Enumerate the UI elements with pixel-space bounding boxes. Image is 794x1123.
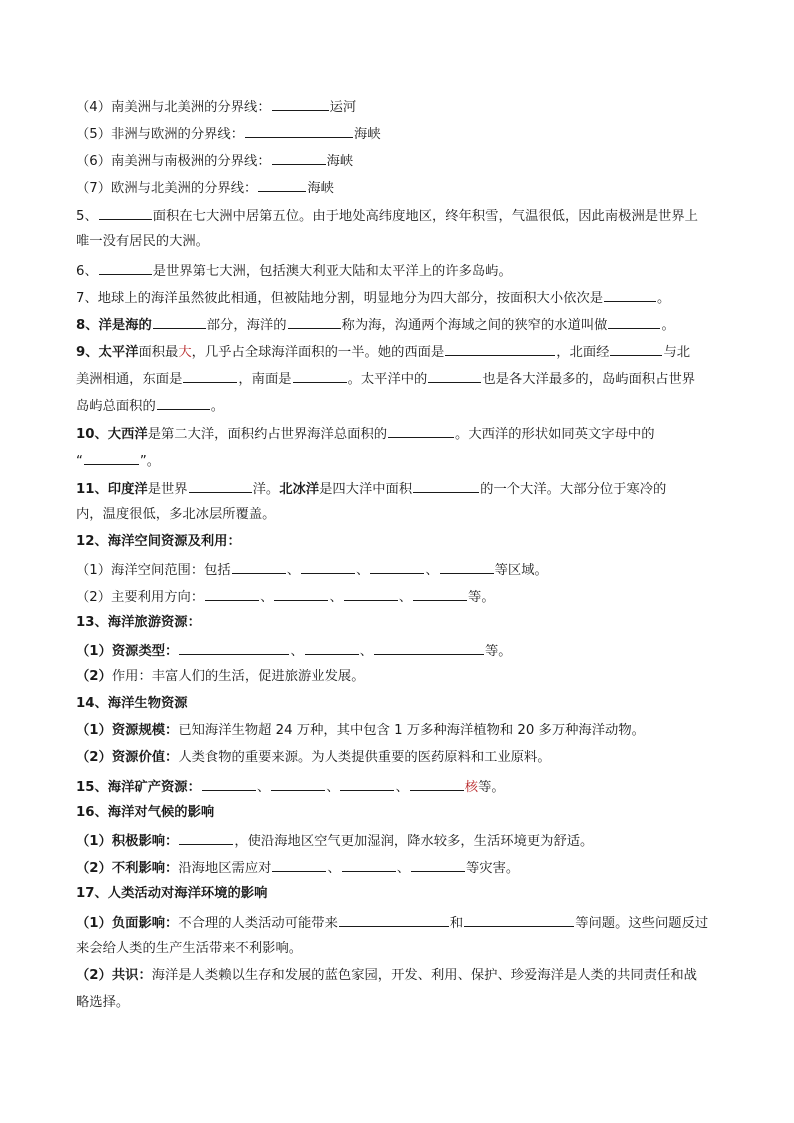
worksheet-line bbox=[76, 966, 697, 986]
worksheet-line bbox=[76, 232, 209, 252]
question-text: 等灾害。 bbox=[466, 861, 520, 876]
question-text: 来会给人类的生产生活带来不利影响。 bbox=[76, 941, 303, 956]
question-text: （4）南美洲与北美洲的分界线： bbox=[76, 100, 271, 115]
question-text: 、 bbox=[326, 780, 340, 795]
question-text: 美洲相通，东面是 bbox=[76, 372, 183, 387]
question-heading-text: （2）共识： bbox=[76, 968, 152, 983]
question-text: 岛屿总面积的 bbox=[76, 399, 156, 414]
worksheet-line bbox=[76, 123, 381, 143]
worksheet-line bbox=[76, 857, 519, 877]
answer-blank bbox=[445, 341, 555, 356]
question-text: 。大西洋的形状如同英文字母中的 bbox=[455, 427, 655, 442]
worksheet-line bbox=[76, 341, 690, 361]
worksheet-line bbox=[76, 803, 214, 823]
question-text: 面积在七大洲中居第五位。由于地处高纬度地区，终年积雪，气温很低，因此南极洲是世界上 bbox=[152, 209, 698, 224]
question-heading-text: （1）负面影响： bbox=[76, 916, 179, 931]
worksheet-line bbox=[76, 260, 512, 280]
question-text: 是世界第七大洲，包括澳大利亚大陆和太平洋上的许多岛屿。 bbox=[152, 264, 512, 279]
answer-blank bbox=[413, 478, 479, 493]
worksheet-line bbox=[76, 748, 551, 768]
question-text: 等。 bbox=[478, 780, 505, 795]
question-text: 等。 bbox=[484, 644, 512, 659]
worksheet-line bbox=[76, 177, 334, 197]
question-text: 内，温度很低，多北冰层所覆盖。 bbox=[76, 507, 276, 522]
worksheet-line bbox=[76, 423, 655, 443]
answer-blank bbox=[340, 776, 394, 791]
question-text: 海峡 bbox=[307, 181, 334, 196]
question-text: （5）非洲与欧洲的分界线： bbox=[76, 127, 245, 142]
question-text: 等问题。这些问题反过 bbox=[575, 916, 709, 931]
worksheet-line bbox=[76, 96, 356, 116]
worksheet-line bbox=[76, 559, 548, 579]
question-text: 面积最 bbox=[138, 345, 179, 360]
worksheet-line bbox=[76, 314, 675, 334]
question-text: （2）主要利用方向： bbox=[76, 590, 205, 605]
question-text: ”。 bbox=[139, 454, 161, 469]
question-text: 、 bbox=[260, 590, 274, 605]
question-text: 海峡 bbox=[326, 154, 354, 169]
question-text: 海洋是人类赖以生存和发展的蓝色家园，开发、利用、保护、珍爱海洋是人类的共同责任和战 bbox=[151, 968, 697, 983]
answer-blank bbox=[604, 287, 656, 302]
question-text: 、 bbox=[286, 563, 301, 578]
answer-blank bbox=[610, 341, 662, 356]
question-text: 的一个大洋。大部分位于寒冷的 bbox=[480, 482, 667, 497]
question-text: ，使沿海地区空气更加湿润，降水较多，生活环境更为舒适。 bbox=[234, 834, 594, 849]
answer-blank bbox=[428, 368, 481, 383]
question-text: 、 bbox=[395, 780, 409, 795]
question-text: （7）欧洲与北美洲的分界线： bbox=[76, 181, 258, 196]
question-heading-text: 12、海洋空间资源及利用： bbox=[76, 534, 241, 549]
question-heading-text: （2）资源价值： bbox=[76, 750, 179, 765]
answer-blank bbox=[410, 776, 464, 791]
worksheet-line bbox=[76, 721, 645, 741]
question-text: 7、地球上的海洋虽然彼此相通，但被陆地分割，明显地分为四大部分，按面积大小依次是 bbox=[76, 291, 604, 306]
worksheet-line bbox=[76, 150, 353, 170]
question-text: 已知海洋生物超 24 万种，其中包含 1 万多种海洋植物和 20 多万种海洋动物。 bbox=[178, 723, 645, 738]
question-text: 核 bbox=[464, 780, 479, 795]
answer-blank bbox=[370, 559, 424, 574]
answer-blank bbox=[293, 368, 347, 383]
question-text: 。 bbox=[210, 399, 225, 414]
worksheet-line bbox=[76, 450, 160, 470]
answer-blank bbox=[157, 395, 210, 410]
question-text: 、 bbox=[396, 861, 411, 876]
answer-blank bbox=[189, 478, 252, 493]
question-text: 、 bbox=[398, 590, 413, 605]
question-text: （6）南美洲与南极洲的分界线： bbox=[76, 154, 271, 169]
question-heading-text: （2） bbox=[76, 669, 112, 684]
question-heading-text: （2）不利影响： bbox=[76, 861, 179, 876]
worksheet-line bbox=[76, 912, 708, 932]
answer-blank bbox=[339, 912, 449, 927]
question-heading-text: （1）资源类型： bbox=[76, 644, 179, 659]
answer-blank bbox=[179, 830, 233, 845]
question-heading-text: 14、海洋生物资源 bbox=[76, 696, 188, 711]
question-heading-text: 8、洋是海的 bbox=[76, 318, 152, 333]
question-heading-text: 11、印度洋 bbox=[76, 482, 148, 497]
question-heading-text: 9、太平洋 bbox=[76, 345, 139, 360]
question-text: 是四大洋中面积 bbox=[319, 482, 413, 497]
question-text: 是第二大洋，面积约占世界海洋总面积的 bbox=[147, 427, 388, 442]
question-text: 、 bbox=[290, 644, 304, 659]
answer-blank bbox=[232, 559, 286, 574]
answer-blank bbox=[258, 177, 306, 192]
answer-blank bbox=[411, 857, 465, 872]
answer-blank bbox=[179, 640, 289, 655]
question-heading-text: （1）资源规模： bbox=[76, 723, 179, 738]
worksheet-line bbox=[76, 287, 670, 307]
worksheet-line bbox=[76, 776, 505, 796]
question-text: 不合理的人类活动可能带来 bbox=[178, 916, 338, 931]
worksheet-line bbox=[76, 505, 275, 525]
question-text: “ bbox=[76, 454, 83, 469]
question-heading-text: 17、人类活动对海洋环境的影响 bbox=[76, 886, 268, 901]
worksheet-line bbox=[76, 532, 241, 552]
worksheet-line bbox=[76, 395, 224, 415]
answer-blank bbox=[271, 776, 325, 791]
worksheet-line bbox=[76, 884, 267, 904]
question-text: 大 bbox=[178, 345, 192, 360]
answer-blank bbox=[272, 96, 329, 111]
question-text: 运河 bbox=[329, 100, 357, 115]
answer-blank bbox=[388, 423, 454, 438]
worksheet-line bbox=[76, 478, 666, 498]
question-text: 沿海地区需应对 bbox=[178, 861, 272, 876]
answer-blank bbox=[153, 314, 206, 329]
question-text: 。 bbox=[657, 291, 671, 306]
worksheet-line bbox=[76, 830, 593, 850]
question-text: 作用：丰富人们的生活，促进旅游业发展。 bbox=[111, 669, 365, 684]
answer-blank bbox=[344, 586, 398, 601]
answer-blank bbox=[440, 559, 494, 574]
question-heading-text: 北冰洋 bbox=[279, 482, 320, 497]
question-text: 、 bbox=[356, 563, 370, 578]
question-heading-text: 10、大西洋 bbox=[76, 427, 148, 442]
answer-blank bbox=[272, 857, 326, 872]
question-text: 、 bbox=[327, 861, 341, 876]
question-text: 与北 bbox=[663, 345, 691, 360]
answer-blank bbox=[205, 586, 259, 601]
question-text: 和 bbox=[449, 916, 464, 931]
answer-blank bbox=[288, 314, 341, 329]
question-text: ，南面是 bbox=[238, 372, 292, 387]
question-text: 略选择。 bbox=[76, 995, 130, 1010]
worksheet-line bbox=[76, 368, 695, 388]
question-text: 海峡 bbox=[354, 127, 381, 142]
question-text: （1）海洋空间范围：包括 bbox=[76, 563, 231, 578]
answer-blank bbox=[183, 368, 237, 383]
question-heading-text: 15、海洋矿产资源： bbox=[76, 780, 201, 795]
answer-blank bbox=[99, 205, 152, 220]
worksheet-line bbox=[76, 205, 698, 225]
answer-blank bbox=[84, 450, 139, 465]
answer-blank bbox=[301, 559, 355, 574]
question-text: 、 bbox=[359, 644, 373, 659]
question-text: 5、 bbox=[76, 209, 98, 224]
question-text: 等区域。 bbox=[494, 563, 548, 578]
question-text: 。 bbox=[661, 318, 675, 333]
question-text: 人类食物的重要来源。为人类提供重要的医药原料和工业原料。 bbox=[178, 750, 551, 765]
answer-blank bbox=[274, 586, 328, 601]
question-heading-text: 16、海洋对气候的影响 bbox=[76, 805, 215, 820]
answer-blank bbox=[342, 857, 396, 872]
worksheet-line bbox=[76, 613, 201, 633]
question-text: 6、 bbox=[76, 264, 98, 279]
question-heading-text: 13、海洋旅游资源： bbox=[76, 615, 201, 630]
question-text: 。太平洋中的 bbox=[347, 372, 428, 387]
question-text: 也是各大洋最多的，岛屿面积占世界 bbox=[482, 372, 696, 387]
answer-blank bbox=[305, 640, 359, 655]
answer-blank bbox=[413, 586, 467, 601]
worksheet-line bbox=[76, 667, 365, 687]
question-text: 等。 bbox=[468, 590, 495, 605]
worksheet-line bbox=[76, 939, 302, 959]
answer-blank bbox=[245, 123, 353, 138]
question-text: 唯一没有居民的大洲。 bbox=[76, 234, 209, 249]
question-text: 是世界 bbox=[147, 482, 188, 497]
question-text: 洋。 bbox=[252, 482, 280, 497]
answer-blank bbox=[464, 912, 574, 927]
question-heading-text: （1）积极影响： bbox=[76, 834, 179, 849]
answer-blank bbox=[202, 776, 256, 791]
worksheet-line bbox=[76, 993, 129, 1013]
worksheet-line bbox=[76, 586, 495, 606]
answer-blank bbox=[608, 314, 660, 329]
question-text: 、 bbox=[256, 780, 271, 795]
question-text: ，几乎占全球海洋面积的一半。她的西面是 bbox=[191, 345, 445, 360]
question-text: 、 bbox=[329, 590, 343, 605]
question-text: 部分，海洋的 bbox=[206, 318, 287, 333]
worksheet-line bbox=[76, 640, 512, 660]
question-text: 称为海，沟通两个海域之间的狭窄的水道叫做 bbox=[341, 318, 608, 333]
worksheet-line bbox=[76, 694, 188, 714]
question-text: ，北面经 bbox=[556, 345, 610, 360]
answer-blank bbox=[272, 150, 326, 165]
question-text: 、 bbox=[425, 563, 439, 578]
answer-blank bbox=[99, 260, 152, 275]
answer-blank bbox=[374, 640, 484, 655]
